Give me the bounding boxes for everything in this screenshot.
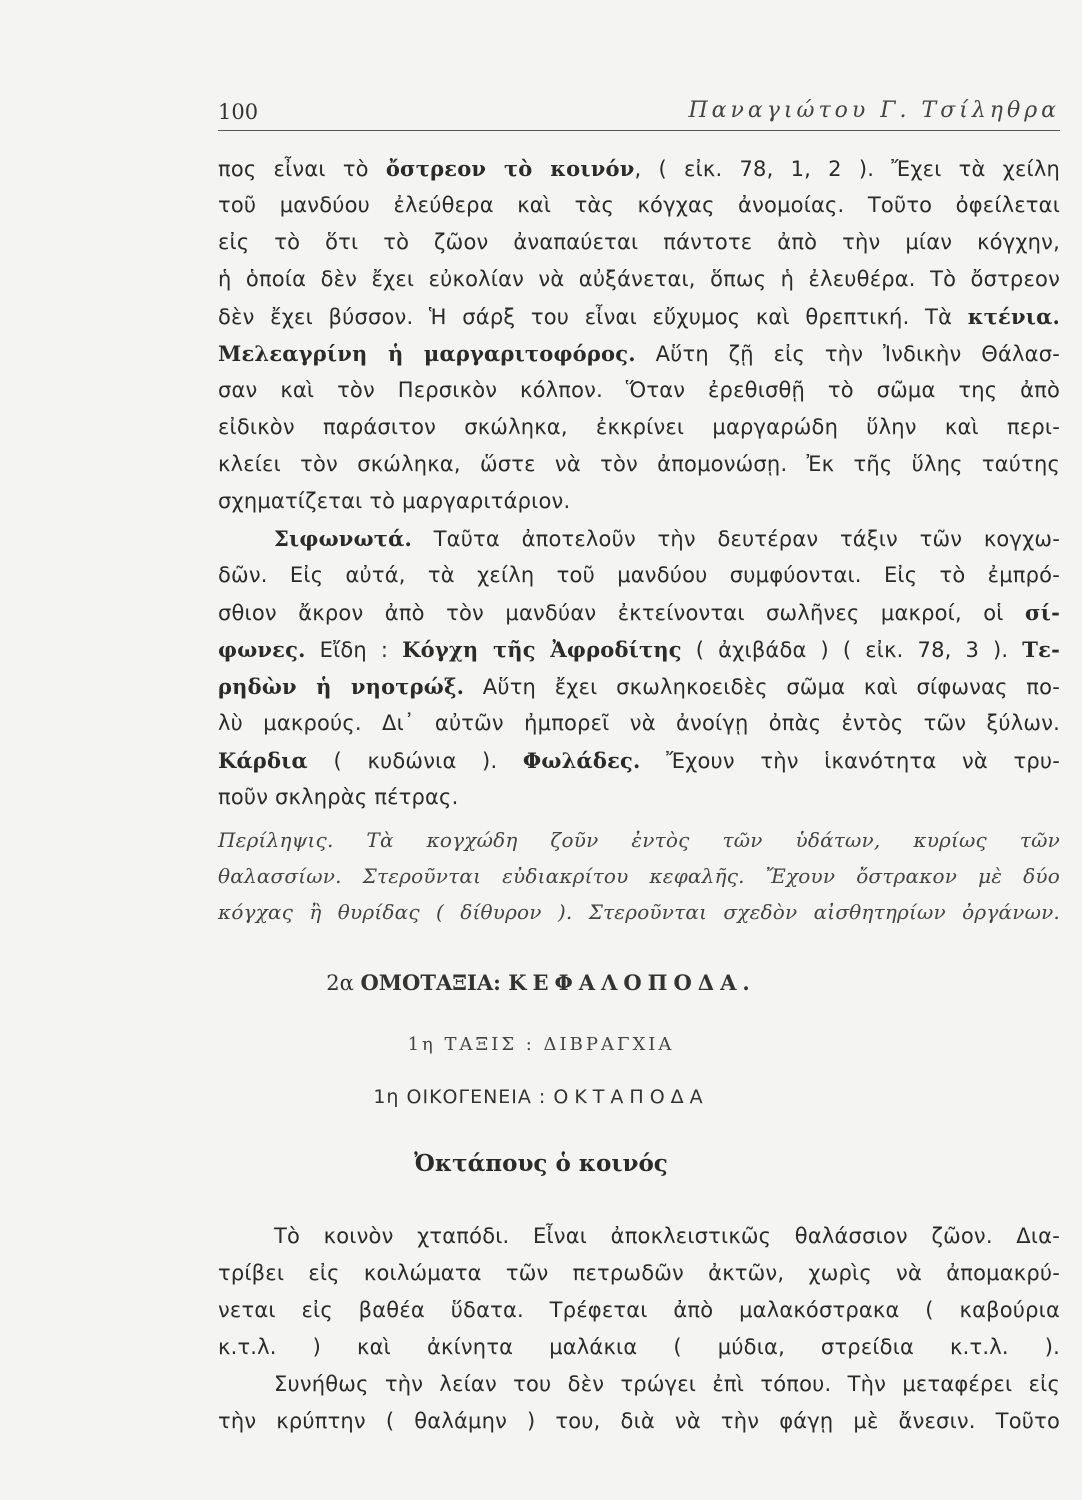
paragraph-siphonata xyxy=(218,520,1060,816)
text-run: σθιον ἄκρον ἀπὸ τὸν μανδύαν ἐκτείνονται σωλῆνες μακροί, οἱ xyxy=(218,601,1026,625)
bold-term: κτένια. xyxy=(967,304,1060,329)
text-run: ( ἀχιβάδα ) ( εἰκ. 78, 3 ). xyxy=(681,638,1023,662)
text-run: σαν καὶ τὸν Περσικὸν κόλπον. Ὅταν ἐρεθισθῇ τὸ σῶμα της ἀπὸ xyxy=(218,378,1060,402)
text-run: Εἴδη : xyxy=(305,638,403,662)
text-line xyxy=(218,1366,1060,1403)
text-run: νεται εἰς βαθέα ὕδατα. Τρέφεται ἀπὸ μαλακόστρακα ( καβούρια xyxy=(218,1298,1060,1322)
text-run: τὴν κρύπτην ( θαλάμην ) του, διὰ νὰ τὴν φάγῃ μὲ ἄνεσιν. Τοῦτο xyxy=(218,1409,1060,1433)
text-line xyxy=(218,409,1060,446)
text-run: πος εἶναι τὸ xyxy=(218,157,386,181)
summary-line: κόγχας ἢ θυρίδας ( δίθυρον ). Στεροῦνται σχεδὸν αἰσθητηρίων ὀργάνων. xyxy=(218,900,1060,924)
summary-line: Περίληψις. Τὰ κογχώδη ζοῦν ἐντὸς τῶν ὑδάτων, κυρίως τῶν xyxy=(218,828,1060,852)
class-label: ΟΜΟΤΑΞΙΑ: xyxy=(360,970,509,995)
text-line xyxy=(218,261,1060,298)
bold-term: Τε- xyxy=(1022,637,1060,662)
text-line xyxy=(218,1329,1060,1366)
text-line xyxy=(218,150,1060,187)
text-run: λὺ μακρούς. Δι᾽ αὐτῶν ἠμπορεῖ νὰ ἀνοίγῃ ὀπὰς ἐντὸς τῶν ξύλων. xyxy=(218,711,1060,735)
text-line xyxy=(218,446,1060,483)
text-run: τοῦ μανδύου ἐλεύθερα καὶ τὰς κόγχας ἀνομοίας. Τοῦτο ὀφείλεται xyxy=(218,193,1060,217)
text-run: Ταῦτα ἀποτελοῦν τὴν δευτέραν τάξιν τῶν κογχω- xyxy=(411,527,1060,551)
bold-term: ὄστρεον τὸ κοινόν xyxy=(385,156,635,181)
text-run: Αὕτη ζῇ εἰς τὴν Ἰνδικὴν Θάλασ- xyxy=(635,342,1060,366)
bold-term: Μελεαγρίνη ἡ μαργαριτοφόρος. xyxy=(218,341,636,366)
family-name: ΟΚΤΑΠΟΔΑ xyxy=(553,1086,709,1108)
page-number: 100 xyxy=(218,100,259,124)
bold-term: Κόγχη τῆς Ἀφροδίτης xyxy=(402,637,682,662)
bold-term: σί- xyxy=(1025,600,1060,625)
text-line xyxy=(218,557,1060,594)
summary-line: θαλασσίων. Στεροῦνται εὐδιακρίτου κεφαλῆς. Ἔχουν ὄστρακον μὲ δύο xyxy=(218,864,1060,888)
text-run: Συνήθως τὴν λείαν του δὲν τρώγει ἐπὶ τόπου. Τὴν μεταφέρει εἰς xyxy=(274,1372,1060,1396)
bold-term: Φωλάδες. xyxy=(522,748,641,773)
paragraph-octopus xyxy=(218,1218,1060,1440)
bold-term: Σιφωνωτά. xyxy=(274,526,412,551)
text-line xyxy=(218,631,1060,668)
text-run: κ.τ.λ. ) καὶ ἀκίνητα μαλάκια ( μύδια, στρείδια κ.τ.λ. ). xyxy=(218,1335,1060,1359)
class-prefix: 2α xyxy=(326,971,361,995)
text-run: κλείει τὸν σκώληκα, ὥστε νὰ τὸν ἀπομονώσῃ. Ἐκ τῆς ὕλης ταύτης xyxy=(218,452,1060,476)
species-title: Ὀκτάπους ὁ κοινός xyxy=(414,1150,668,1177)
bold-term: φωνες. xyxy=(218,637,306,662)
text-line xyxy=(218,298,1060,335)
text-line xyxy=(218,372,1060,409)
text-line xyxy=(218,520,1060,557)
text-run: , ( εἰκ. 78, 1, 2 ). Ἔχει τὰ χείλη xyxy=(634,157,1060,181)
text-line xyxy=(218,742,1060,779)
text-run: τρίβει εἰς κοιλώματα τῶν πετρωδῶν ἀκτῶν, χωρὶς νὰ ἀπομακρύ- xyxy=(218,1261,1060,1285)
page-header xyxy=(218,96,1060,131)
text-run: δὲν ἔχει βύσσον. Ἡ σάρξ του εἶναι εὔχυμος καὶ θρεπτική. Τὰ xyxy=(218,305,968,329)
text-line xyxy=(218,705,1060,742)
class-name: ΚΕΦΑΛΟΠΟΔΑ. xyxy=(508,970,756,995)
text-line xyxy=(218,1292,1060,1329)
family-label: 1η ΟΙΚΟΓΕΝΕΙΑ : xyxy=(373,1086,554,1108)
text-line xyxy=(218,224,1060,261)
text-line xyxy=(218,335,1060,372)
text-line xyxy=(218,779,1060,816)
text-run: Αὕτη ἔχει σκωληκοειδὲς σῶμα καὶ σίφωνας πο- xyxy=(464,675,1060,699)
text-line xyxy=(218,668,1060,705)
text-run: Τὸ κοινὸν χταπόδι. Εἶναι ἀποκλειστικῶς θαλάσσιον ζῶον. Δια- xyxy=(274,1224,1060,1248)
paragraph-oysters xyxy=(218,150,1060,520)
running-head: Παναγιώτου Γ. Τσίληθρα xyxy=(688,98,1060,123)
bold-term: Κάρδια xyxy=(218,748,308,773)
summary-note xyxy=(218,822,1060,930)
text-run: ποῦν σκληρὰς πέτρας. xyxy=(218,785,459,809)
bold-term: ρηδὼν ἡ νηοτρώξ. xyxy=(218,674,465,699)
text-line xyxy=(218,1218,1060,1255)
text-run: δῶν. Εἰς αὐτά, τὰ χείλη τοῦ μανδύου συμφύονται. Εἰς τὸ ἐμπρό- xyxy=(218,563,1060,587)
order-heading: 1η ΤΑΞΙΣ : ΔΙΒΡΑΓΧΙΑ xyxy=(407,1034,675,1055)
text-run: ( κυδώνια ). xyxy=(307,749,523,773)
text-line xyxy=(218,483,1060,520)
text-line xyxy=(218,594,1060,631)
class-heading xyxy=(0,970,1082,995)
text-run: εἰδικὸν παράσιτον σκώληκα, ἐκκρίνει μαργαρώδη ὕλην καὶ περι- xyxy=(218,415,1060,439)
text-run: ἡ ὁποία δὲν ἔχει εὐκολίαν νὰ αὐξάνεται, ὅπως ἡ ἐλευθέρα. Τὸ ὄστρεον xyxy=(218,267,1060,291)
text-line xyxy=(218,187,1060,224)
text-run: σχηματίζεται τὸ μαργαριτάριον. xyxy=(218,489,571,513)
text-line xyxy=(218,1255,1060,1292)
text-line xyxy=(218,1403,1060,1440)
text-run: Ἔχουν τὴν ἱκανότητα νὰ τρυ- xyxy=(640,749,1060,773)
family-heading xyxy=(0,1086,1082,1108)
text-run: εἰς τὸ ὅτι τὸ ζῶον ἀναπαύεται πάντοτε ἀπὸ τὴν μίαν κόγχην, xyxy=(218,230,1060,254)
